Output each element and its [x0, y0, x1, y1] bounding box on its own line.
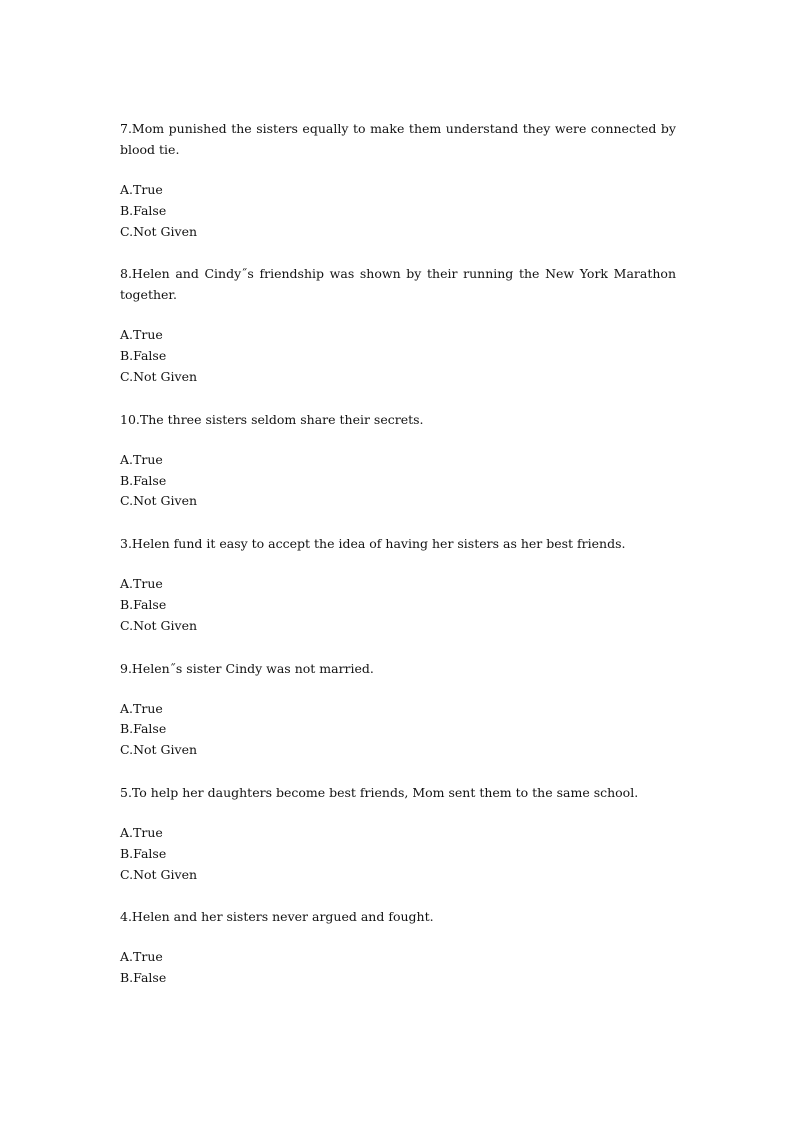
option-b: B.False	[120, 596, 167, 612]
question-text: 5.To help her daughters become best friends, Mom sent them to the same school.	[120, 784, 639, 800]
question-8	[120, 263, 676, 387]
option-a: A.True	[120, 700, 163, 716]
option-b: B.False	[120, 202, 167, 218]
question-text: 9.Helen˝s sister Cindy was not married.	[120, 660, 374, 676]
option-c: C.Not Given	[120, 223, 198, 239]
option-c: C.Not Given	[120, 742, 198, 758]
question-5	[120, 782, 676, 885]
question-9	[120, 658, 676, 761]
option-a: A.True	[120, 327, 163, 343]
option-a: A.True	[120, 451, 163, 467]
question-10	[120, 409, 676, 512]
question-text: 4.Helen and her sisters never argued and fought.	[120, 909, 434, 925]
option-c: C.Not Given	[120, 617, 198, 633]
option-a: A.True	[120, 824, 163, 840]
option-b: B.False	[120, 721, 167, 737]
option-c: C.Not Given	[120, 866, 198, 882]
question-4	[120, 906, 676, 989]
option-a: A.True	[120, 182, 163, 197]
option-c: C.Not Given	[120, 368, 198, 384]
option-b: B.False	[120, 472, 167, 488]
question-text: 10.The three sisters seldom share their secrets.	[120, 411, 424, 427]
question-text: 7.Mom punished the sisters equally to make them understand they were connected by blood tie.	[120, 121, 676, 157]
question-text: 8.Helen and Cindy˝s friendship was shown by their running the New York Marathon together.	[120, 266, 676, 303]
question-text: 3.Helen fund it easy to accept the idea of having her sisters as her best friends.	[120, 536, 626, 552]
document-page	[120, 118, 676, 1010]
option-a: A.True	[120, 949, 163, 965]
option-b: B.False	[120, 970, 167, 986]
option-b: B.False	[120, 845, 167, 861]
option-b: B.False	[120, 348, 167, 364]
option-c: C.Not Given	[120, 493, 198, 509]
option-a: A.True	[120, 576, 163, 592]
question-7	[120, 118, 676, 242]
question-3	[120, 533, 676, 636]
